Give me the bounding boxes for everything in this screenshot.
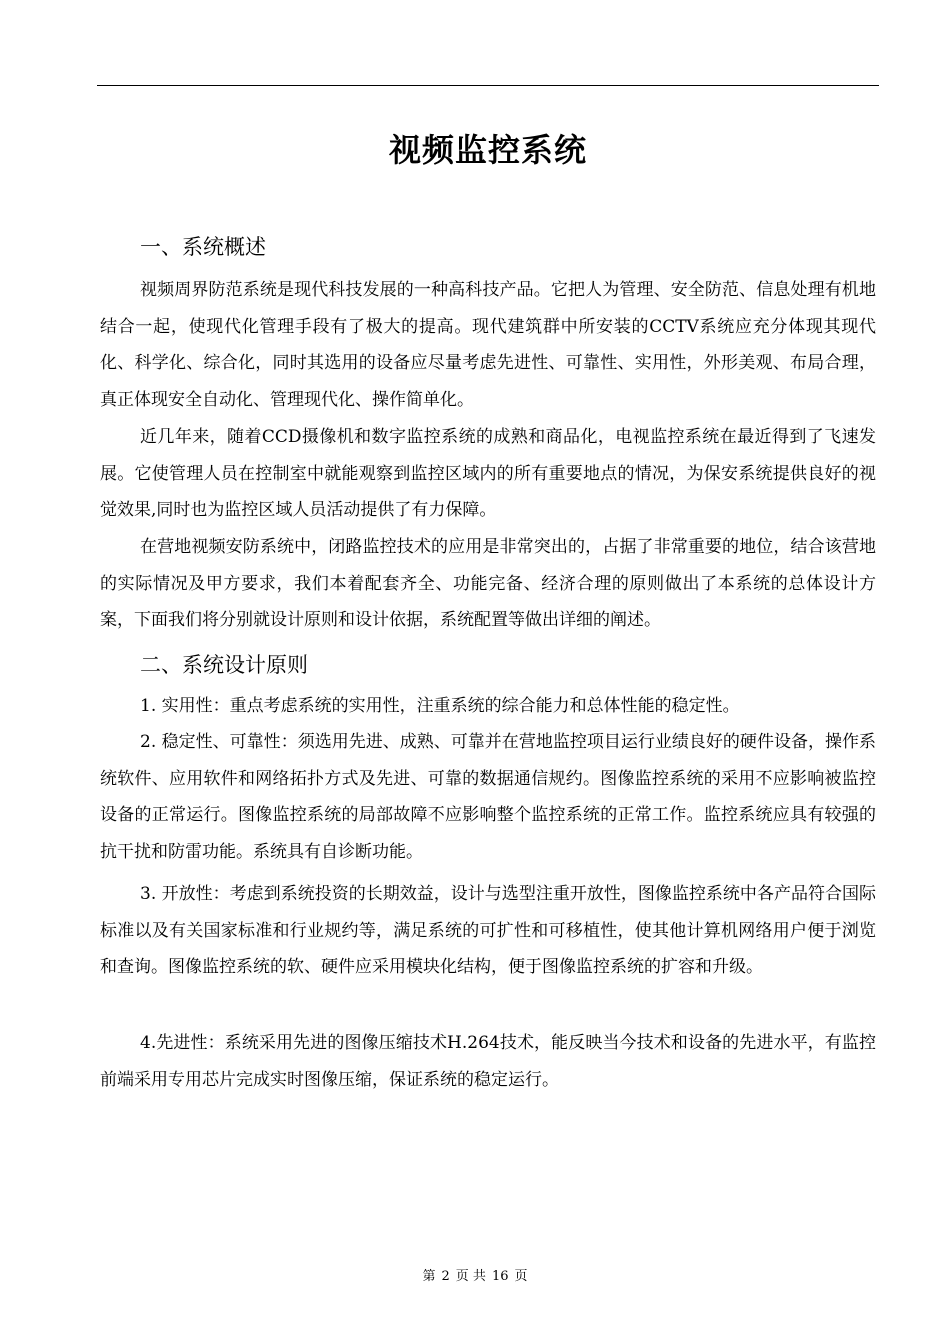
principle-advancement: 4.先进性：系统采用先进的图像压缩技术H.264技术，能反映当今技术和设备的先进水平，有监控前端采用专用芯片完成实时图像压缩，保证系统的稳定运行。	[100, 1033, 876, 1090]
paragraph-overview-2: 近几年来，随着CCD摄像机和数字监控系统的成熟和商品化，电视监控系统在最近得到了飞速发展。它使管理人员在控制室中就能观察到监控区域内的所有重要地点的情况，为保安系统提供良好的视觉效果,同时也为监控区域人员活动提供了有力保障。	[100, 427, 876, 520]
footer-total-pages: 16	[491, 1269, 509, 1284]
section-heading-design-principles: 二、系统设计原则	[140, 653, 308, 677]
footer-suffix: 页	[514, 1269, 528, 1284]
section-heading-overview: 一、系统概述	[140, 235, 266, 259]
paragraph-overview-1: 视频周界防范系统是现代科技发展的一种高科技产品。它把人为管理、安全防范、信息处理有机地结合一起，使现代化管理手段有了极大的提高。现代建筑群中所安装的CCTV系统应充分体现其现代化、科学化、综合化，同时其选用的设备应尽量考虑先进性、可靠性、实用性，外形美观、布局合理，真正体现安全自动化、管理现代化、操作简单化。	[100, 280, 876, 410]
principle-openness: 3. 开放性：考虑到系统投资的长期效益，设计与选型注重开放性，图像监控系统中各产品符合国际标准以及有关国家标准和行业规约等，满足系统的可扩性和可移植性，使其他计算机网络用户便于浏览和查询。图像监控系统的软、硬件应采用模块化结构，便于图像监控系统的扩容和升级。	[100, 884, 876, 977]
footer-middle: 页 共	[455, 1269, 486, 1284]
footer-prefix: 第	[422, 1269, 436, 1284]
principle-stability: 2. 稳定性、可靠性：须选用先进、成熟、可靠并在营地监控项目运行业绩良好的硬件设备，操作系统软件、应用软件和网络拓扑方式及先进、可靠的数据通信规约。图像监控系统的采用不应影响被监控设备的正常运行。图像监控系统的局部故障不应影响整个监控系统的正常工作。监控系统应具有较强的抗干扰和防雷功能。系统具有自诊断功能。	[100, 732, 876, 862]
header-rule	[97, 85, 879, 86]
footer-current-page: 2	[441, 1269, 450, 1284]
page-footer	[0, 1268, 950, 1286]
paragraph-overview-3: 在营地视频安防系统中，闭路监控技术的应用是非常突出的，占据了非常重要的地位，结合该营地的实际情况及甲方要求，我们本着配套齐全、功能完备、经济合理的原则做出了本系统的总体设计方案，下面我们将分别就设计原则和设计依据，系统配置等做出详细的阐述。	[100, 537, 876, 630]
document-title: 视频监控系统	[388, 131, 587, 169]
principle-practicality: 1. 实用性：重点考虑系统的实用性，注重系统的综合能力和总体性能的稳定性。	[140, 696, 740, 716]
